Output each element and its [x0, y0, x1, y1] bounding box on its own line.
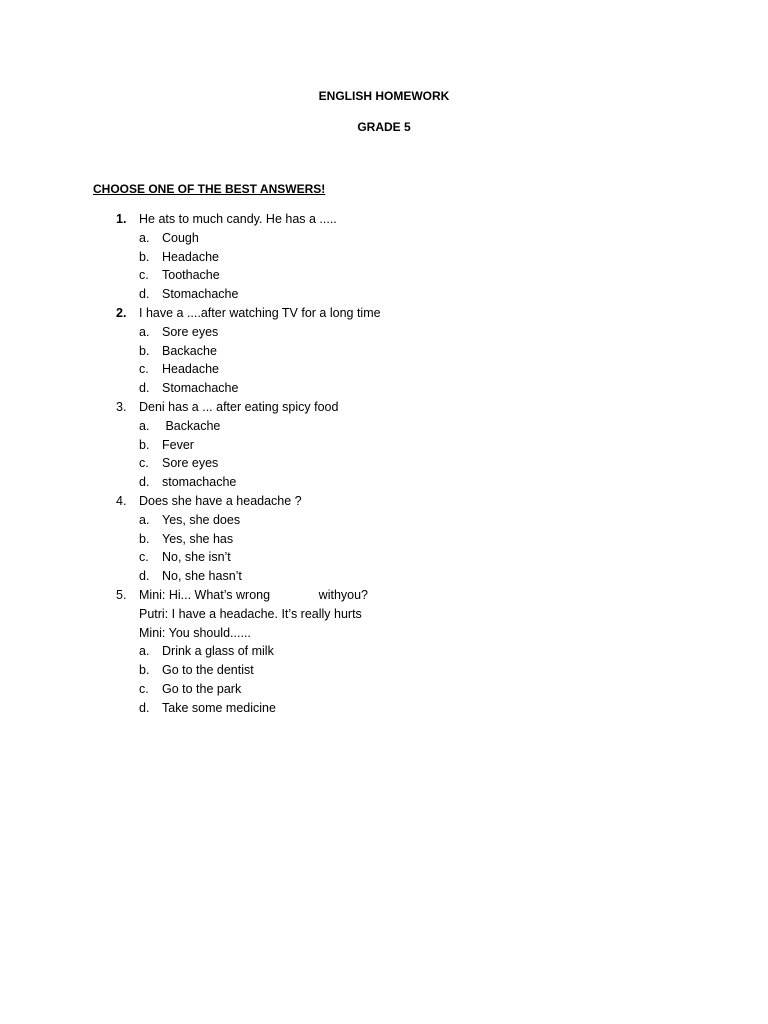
answer-option [0, 266, 768, 285]
answer-option [0, 360, 768, 379]
option-letter: a. [139, 644, 150, 659]
option-text: Yes, she does [162, 512, 241, 527]
option-text: Go to the dentist [162, 663, 254, 678]
option-letter: c. [139, 550, 149, 565]
answer-option [0, 473, 768, 492]
answer-option [0, 454, 768, 473]
option-letter: a. [139, 418, 150, 433]
option-letter: b. [139, 437, 150, 452]
option-text: Stomachache [162, 287, 239, 302]
answer-option [0, 567, 768, 586]
question-4 [0, 492, 768, 511]
question-text: He ats to much candy. He has a ..... [139, 212, 337, 226]
option-text: Go to the park [162, 681, 242, 696]
answer-option [0, 248, 768, 267]
question-3 [0, 398, 768, 417]
answer-option [0, 530, 768, 549]
question-number: 3. [116, 399, 127, 414]
answer-option [0, 379, 768, 398]
option-letter: d. [139, 700, 150, 715]
option-letter: b. [139, 663, 150, 678]
answer-option [0, 699, 768, 718]
answer-option [0, 342, 768, 361]
option-text: Take some medicine [162, 700, 276, 715]
option-letter: d. [139, 287, 150, 302]
dialogue-text: Mini: You should...... [139, 625, 251, 640]
answer-option [0, 436, 768, 455]
option-text: Backache [162, 418, 221, 433]
option-letter: b. [139, 531, 150, 546]
option-letter: c. [139, 681, 149, 696]
option-letter: b. [139, 249, 150, 264]
question-number: 4. [116, 493, 127, 508]
option-text: No, she hasn’t [162, 569, 242, 584]
question-list [0, 210, 768, 718]
question-text: I have a ....after watching TV for a long time [139, 305, 381, 320]
option-letter: a. [139, 230, 150, 245]
option-text: No, she isn’t [162, 550, 231, 565]
option-letter: c. [139, 456, 149, 471]
option-text: Stomachache [162, 381, 239, 396]
question-number: 1. [116, 212, 127, 226]
option-letter: b. [139, 343, 150, 358]
option-letter: d. [139, 381, 150, 396]
answer-option [0, 548, 768, 567]
answer-option [0, 323, 768, 342]
option-text: Headache [162, 249, 219, 264]
option-letter: a. [139, 512, 150, 527]
answer-option [0, 229, 768, 248]
document-title: ENGLISH HOMEWORK [318, 89, 450, 103]
question-number: 2. [116, 305, 127, 320]
answer-option [0, 680, 768, 699]
option-letter: d. [139, 569, 150, 584]
option-text: Drink a glass of milk [162, 644, 274, 659]
answer-option [0, 511, 768, 530]
question-text: Deni has a ... after eating spicy food [139, 399, 339, 414]
option-letter: c. [139, 362, 149, 377]
option-text: Backache [162, 343, 217, 358]
option-text: Yes, she has [162, 531, 234, 546]
option-letter: d. [139, 475, 150, 490]
option-text: Sore eyes [162, 456, 219, 471]
answer-option [0, 642, 768, 661]
grade-heading: GRADE 5 [357, 120, 411, 134]
option-letter: a. [139, 324, 150, 339]
answer-option [0, 285, 768, 304]
instruction-text: CHOOSE ONE OF THE BEST ANSWERS! [93, 182, 326, 196]
question-text: Does she have a headache ? [139, 493, 302, 508]
answer-option [0, 417, 768, 436]
dialogue-line [0, 624, 768, 643]
option-text: Fever [162, 437, 194, 452]
option-letter: c. [139, 268, 149, 283]
option-text: Sore eyes [162, 324, 219, 339]
question-number: 5. [116, 587, 127, 602]
option-text: Toothache [162, 268, 220, 283]
dialogue-line [0, 605, 768, 624]
option-text: Headache [162, 362, 219, 377]
option-text: Cough [162, 230, 199, 245]
question-1 [0, 210, 768, 229]
question-5 [0, 586, 768, 605]
question-2 [0, 304, 768, 323]
answer-option [0, 661, 768, 680]
question-text: Mini: Hi... What’s wrong withyou? [139, 587, 369, 602]
dialogue-text: Putri: I have a headache. It’s really hurts [139, 606, 362, 621]
option-text: stomachache [162, 475, 237, 490]
